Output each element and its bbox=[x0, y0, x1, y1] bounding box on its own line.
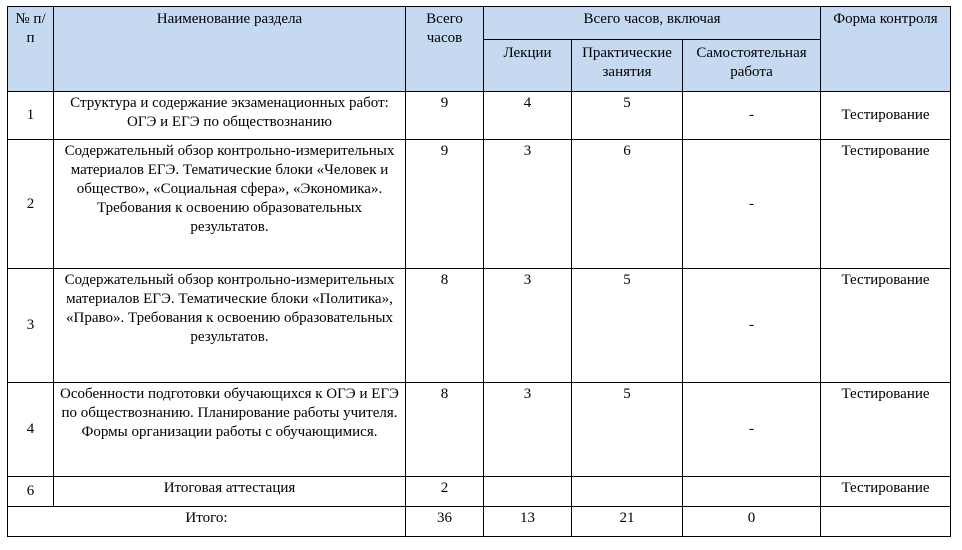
row-practice: 5 bbox=[572, 92, 683, 140]
row-practice: 5 bbox=[572, 383, 683, 477]
header-including: Всего часов, включая bbox=[484, 7, 821, 40]
row-self: - bbox=[683, 269, 821, 383]
row-total: 9 bbox=[406, 92, 484, 140]
table-row bbox=[8, 269, 951, 383]
row-self: - bbox=[683, 140, 821, 269]
row-control: Тестирование bbox=[821, 92, 951, 140]
header-self: Самостоятельная работа bbox=[683, 39, 821, 91]
row-lectures: 3 bbox=[484, 383, 572, 477]
row-lectures bbox=[484, 477, 572, 507]
row-num: 3 bbox=[8, 269, 54, 383]
table-row bbox=[8, 383, 951, 477]
curriculum-table bbox=[7, 6, 951, 537]
row-title: Особенности подготовки обучающихся к ОГЭ и ЕГЭ по обществознанию. Планирование работы учителя. Формы организации работы с обучающимися. bbox=[54, 383, 406, 477]
row-num: 6 bbox=[8, 477, 54, 507]
row-title: Содержательный обзор контрольно-измерительных материалов ЕГЭ. Тематические блоки «Человек и общество», «Социальная сфера», «Экономика». Требования к освоению образовательных результатов. bbox=[54, 140, 406, 269]
row-title: Содержательный обзор контрольно-измерительных материалов ЕГЭ. Тематические блоки «Политика», «Право». Требования к освоению образовательных результатов. bbox=[54, 269, 406, 383]
row-practice: 5 bbox=[572, 269, 683, 383]
totals-practice: 21 bbox=[572, 507, 683, 537]
row-control: Тестирование bbox=[821, 383, 951, 477]
header-section: Наименование раздела bbox=[54, 7, 406, 92]
row-self: - bbox=[683, 92, 821, 140]
header-control: Форма контроля bbox=[821, 7, 951, 92]
row-num: 1 bbox=[8, 92, 54, 140]
header-row bbox=[8, 7, 951, 40]
row-self: - bbox=[683, 383, 821, 477]
row-title: Итоговая аттестация bbox=[54, 477, 406, 507]
row-lectures: 3 bbox=[484, 269, 572, 383]
row-total: 8 bbox=[406, 269, 484, 383]
table-row bbox=[8, 92, 951, 140]
totals-row bbox=[8, 507, 951, 537]
row-total: 9 bbox=[406, 140, 484, 269]
row-self bbox=[683, 477, 821, 507]
totals-lectures: 13 bbox=[484, 507, 572, 537]
row-lectures: 4 bbox=[484, 92, 572, 140]
row-total: 8 bbox=[406, 383, 484, 477]
row-control: Тестирование bbox=[821, 140, 951, 269]
row-practice bbox=[572, 477, 683, 507]
table-row bbox=[8, 477, 951, 507]
totals-label: Итого: bbox=[8, 507, 406, 537]
row-num: 2 bbox=[8, 140, 54, 269]
row-control: Тестирование bbox=[821, 269, 951, 383]
totals-control bbox=[821, 507, 951, 537]
header-num: № п/п bbox=[8, 7, 54, 92]
row-title: Структура и содержание экзаменационных работ: ОГЭ и ЕГЭ по обществознанию bbox=[54, 92, 406, 140]
row-total: 2 bbox=[406, 477, 484, 507]
row-lectures: 3 bbox=[484, 140, 572, 269]
totals-self: 0 bbox=[683, 507, 821, 537]
row-control: Тестирование bbox=[821, 477, 951, 507]
table-row bbox=[8, 140, 951, 269]
row-num: 4 bbox=[8, 383, 54, 477]
header-total: Всего часов bbox=[406, 7, 484, 92]
totals-total: 36 bbox=[406, 507, 484, 537]
header-lectures: Лекции bbox=[484, 39, 572, 91]
row-practice: 6 bbox=[572, 140, 683, 269]
header-practice: Практические занятия bbox=[572, 39, 683, 91]
